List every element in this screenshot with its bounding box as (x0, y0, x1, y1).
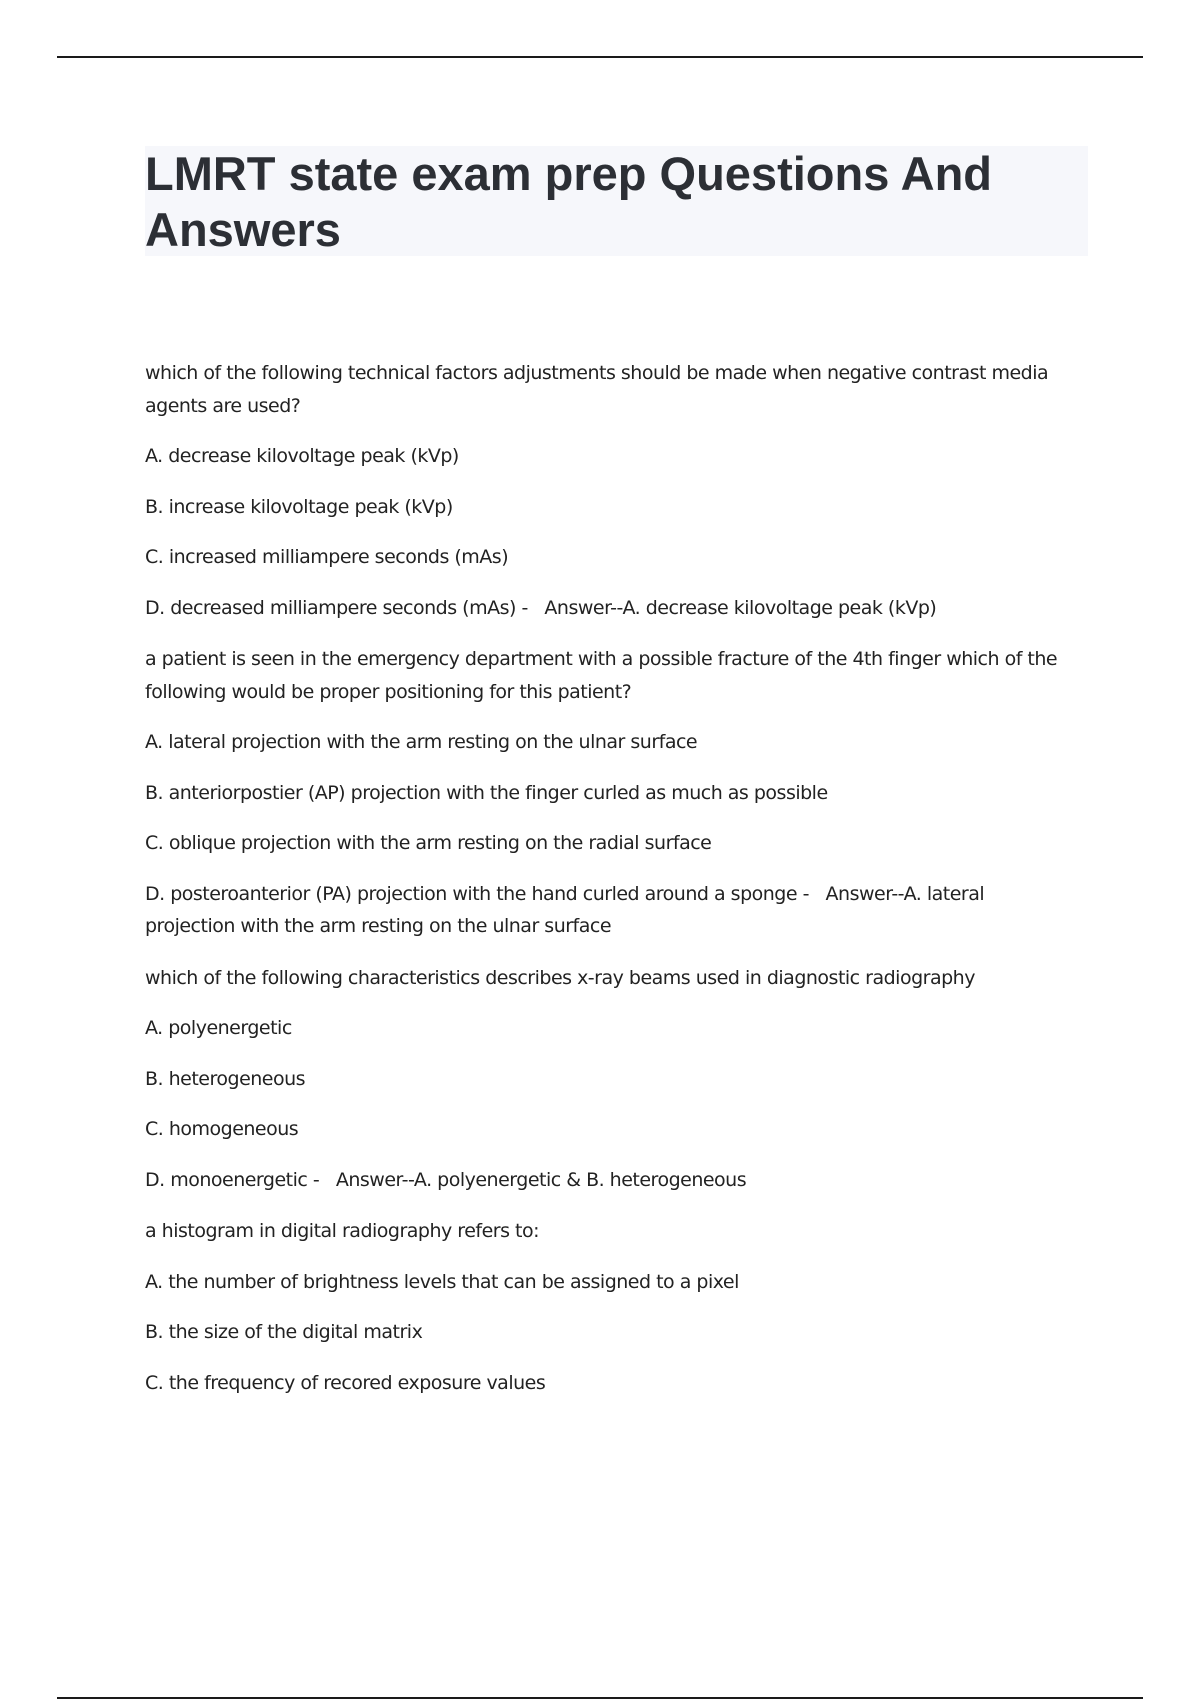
question-2-option-c: C. oblique projection with the arm resting on the radial surface (145, 832, 712, 854)
question-4-option-c: C. the frequency of recored exposure values (145, 1371, 546, 1394)
question-2-option-b: B. anteriorpostier (AP) projection with the finger curled as much as possible (145, 781, 828, 804)
question-3-text: which of the following characteristics describes x-ray beams used in diagnostic radiography (145, 966, 975, 989)
title-banner (145, 146, 1088, 256)
top-divider (57, 56, 1143, 58)
question-4-text: a histogram in digital radiography refers to: (145, 1220, 539, 1242)
question-1-option-b: B. increase kilovoltage peak (kVp) (145, 495, 453, 518)
question-2-option-d-answer: D. posteroanterior (PA) projection with the hand curled around a sponge - Answer--A. lateral projection with the arm resting on the ulnar surface (145, 882, 985, 937)
question-2-option-a: A. lateral projection with the arm resting on the ulnar surface (145, 731, 698, 753)
document-title: LMRT state exam prep Questions And Answers (145, 147, 993, 256)
question-3-option-c: C. homogeneous (145, 1118, 299, 1140)
question-3-option-b: B. heterogeneous (145, 1067, 306, 1090)
question-3-option-a: A. polyenergetic (145, 1017, 292, 1039)
bottom-divider (57, 1697, 1143, 1699)
question-3-option-d-answer: D. monoenergetic - Answer--A. polyenergetic & B. heterogeneous (145, 1168, 747, 1191)
question-1-option-c: C. increased milliampere seconds (mAs) (145, 546, 509, 568)
question-1-option-a: A. decrease kilovoltage peak (kVp) (145, 445, 459, 467)
question-2-text: a patient is seen in the emergency department with a possible fracture of the 4th finger which of the following would be proper positioning for this patient? (145, 648, 1058, 703)
question-4-option-a: A. the number of brightness levels that can be assigned to a pixel (145, 1270, 739, 1293)
question-1-option-d-answer: D. decreased milliampere seconds (mAs) - Answer--A. decrease kilovoltage peak (kVp) (145, 596, 937, 619)
document-body (145, 357, 1065, 1399)
question-4-option-b: B. the size of the digital matrix (145, 1321, 423, 1343)
question-1-text: which of the following technical factors adjustments should be made when negative contrast media agents are used? (145, 362, 1049, 417)
